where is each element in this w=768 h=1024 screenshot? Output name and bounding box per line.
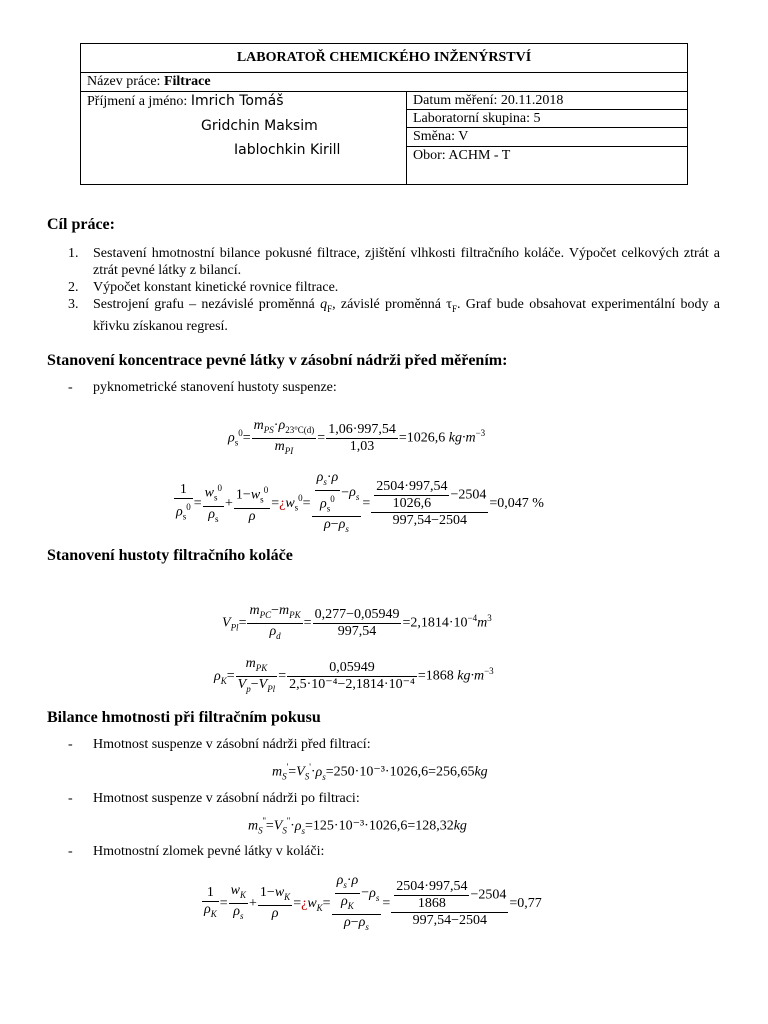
- equation-mass-before: $m_S'=V_S'\cdot\rho_s=250\cdot 10^{-3}\cdot 1026,6=256,65kg$: [272, 762, 488, 782]
- eq6-value: =125·10⁻³·1026,6=128,32: [305, 818, 454, 834]
- eq3-denominator: 997,54: [337, 623, 377, 639]
- goal-item-number: 3.: [68, 297, 79, 312]
- variable-q: q: [320, 297, 328, 312]
- eq3-numerator: 0,277−0,05949: [314, 606, 400, 622]
- group-cell: Laboratorní skupina: 5: [407, 110, 688, 128]
- eq7-inner-denominator: 1868: [417, 895, 446, 911]
- shift-cell: Směna: V: [407, 128, 688, 146]
- goal-item-2: [68, 279, 720, 296]
- section1-bullet: - pyknometrické stanovení hustoty suspenze:: [68, 380, 337, 395]
- bullet-text: Hmotnost suspenze v zásobní nádrži před filtrací:: [93, 737, 371, 752]
- goal-item-text: Sestavení hmotnostní bilance pokusné filtrace, zjištění vlhkosti filtračního koláče. Výpočet celkových ztrát a ztrát pevné látky z bilancí.: [93, 246, 720, 278]
- goal-item-number: 1.: [68, 246, 79, 261]
- name-3: Iablochkin Kirill: [234, 142, 341, 158]
- eq5-value: =250·10⁻³·1026,6=256,65: [325, 764, 475, 780]
- equation-cake-fraction: $\frac{1}{\rho_K}$ = $\frac{w_K}{\rho_s}$ + $\frac{1-w_K}{\rho}$ $=¿w_K=$ $\frac{\rho_s\cdot\rho}{\rho_K}$ $-\rho_s$ $\rho-\rho_s$ = $\frac{2504\cdot 997,54}{1868}$ −2504 997,54−2504 =0,77: [204, 873, 542, 932]
- header-title: LABORATOŘ CHEMICKÉHO INŽENÝRSTVÍ: [81, 44, 688, 73]
- eq2-result: =0,047 %: [489, 495, 544, 511]
- equation-mass-after: $m_S''=V_S''\cdot\rho_s=125\cdot 10^{-3}\cdot 1026,6=128,32kg$: [248, 816, 467, 836]
- eq4-result: =1868: [417, 668, 454, 684]
- eq7-result: =0,77: [509, 895, 542, 911]
- eq1-denominator: 1,03: [349, 438, 375, 454]
- eq1-result: =1026,6: [398, 430, 446, 446]
- name-2: Gridchin Maksim: [201, 118, 318, 134]
- goal-item-3: [68, 296, 720, 335]
- section1-heading: Stanovení koncentrace pevné látky v zásobní nádrži před měřením:: [47, 352, 508, 369]
- bullet-text: Hmotnostní zlomek pevné látky v koláči:: [93, 844, 325, 859]
- goal-list: [68, 245, 720, 335]
- goal-heading: Cíl práce:: [47, 216, 115, 233]
- header-table: [80, 43, 688, 185]
- names-label: Příjmení a jméno:: [87, 94, 191, 109]
- eq2-denominator: 997,54−2504: [392, 512, 468, 528]
- names-cell: [81, 92, 407, 185]
- eq7-inner-numerator: 2504·997,54: [396, 878, 468, 894]
- eq2-inner-numerator: 2504·997,54: [376, 478, 448, 494]
- name-1: Imrich Tomáš: [190, 93, 284, 109]
- eq4-denominator: 2,5·10⁻⁴−2,1814·10⁻⁴: [289, 676, 415, 692]
- work-title-cell: [81, 73, 688, 92]
- eq2-numerator-rest: −2504: [450, 487, 487, 503]
- goal-item-number: 2.: [68, 280, 79, 295]
- eq3-result: =2,1814·10: [402, 615, 468, 631]
- bullet-text: Hmotnost suspenze v zásobní nádrži po filtraci:: [93, 791, 360, 806]
- eq4-unit: kg·m: [457, 668, 485, 684]
- goal-item-text: Sestrojení grafu – nezávislé proměnná: [93, 297, 321, 312]
- goal-item-text: , závislé proměnná τ: [332, 297, 452, 312]
- equation-density: $\rho_s^0=$ $\frac{m_{PS}\cdot\rho_{23^\circ C(d)}}{m_{PI}}$ = $\frac{1,06\cdot 997,54}{1,03}$ =1026,6 $kg\cdot m^{-3}$: [228, 418, 486, 456]
- work-label: Název práce:: [87, 74, 164, 89]
- date-cell: Datum měření: 20.11.2018: [407, 92, 688, 110]
- section3-bullet3: - Hmotnostní zlomek pevné látky v koláči:: [68, 844, 325, 859]
- goal-item-1: [68, 245, 720, 279]
- eq2-inner-denominator: 1026,6: [392, 495, 432, 511]
- equation-mass-fraction: $\frac{1}{\rho_s^0}$ = $\frac{w_s^0}{\rho_s}$ + $\frac{1-w_s^0}{\rho}$ $=¿w_s^0=$ $\frac{\rho_s\cdot\rho}{\rho_s^0}$ $-\rho_s$ $\rho-\rho_s$ = $\frac{2504\cdot 997,54}{1026,6}$ −2504 997,54−2504 =0,047 %: [176, 470, 544, 535]
- field-cell: Obor: ACHM - T: [407, 146, 688, 184]
- section3-heading: Bilance hmotnosti při filtračním pokusu: [47, 709, 321, 726]
- eq7-denominator: 997,54−2504: [412, 912, 488, 928]
- subscript: F: [451, 303, 457, 314]
- section3-bullet1: - Hmotnost suspenze v zásobní nádrži před filtrací:: [68, 737, 371, 752]
- eq7-numerator-rest: −2504: [470, 887, 507, 903]
- eq4-numerator: 0,05949: [287, 660, 417, 677]
- subscript: F: [327, 303, 333, 314]
- eq1-numerator: 1,06·997,54: [328, 421, 396, 437]
- section3-bullet2: - Hmotnost suspenze v zásobní nádrži po filtraci:: [68, 791, 360, 806]
- eq1-unit: kg·m: [448, 430, 476, 446]
- section2-heading: Stanovení hustoty filtračního koláče: [47, 547, 293, 564]
- bullet-text: pyknometrické stanovení hustoty suspenze:: [93, 380, 337, 395]
- work-value: Filtrace: [163, 74, 211, 89]
- goal-item-text: Výpočet konstant kinetické rovnice filtrace.: [93, 280, 339, 295]
- equation-volume: $V_{Pl}=$ $\frac{m_{PC}-m_{PK}}{\rho_d}$ = $\frac{0,277-0,05949}{997,54}$ $=2,1814\cdot 10^{-4}m^3$: [222, 603, 492, 641]
- goal-item-text: . Graf bude obsahovat experimentální body a křivku získanou regresí.: [93, 297, 721, 334]
- equation-cake-density: $\rho_K=$ $\frac{m_{PK}}{V_p-V_{Pl}}$ = $\frac{0,05949}{\text{2,5·10⁻⁴−2,1814·10⁻⁴}}$ =1868 $kg\cdot m^{-3}$: [214, 656, 494, 694]
